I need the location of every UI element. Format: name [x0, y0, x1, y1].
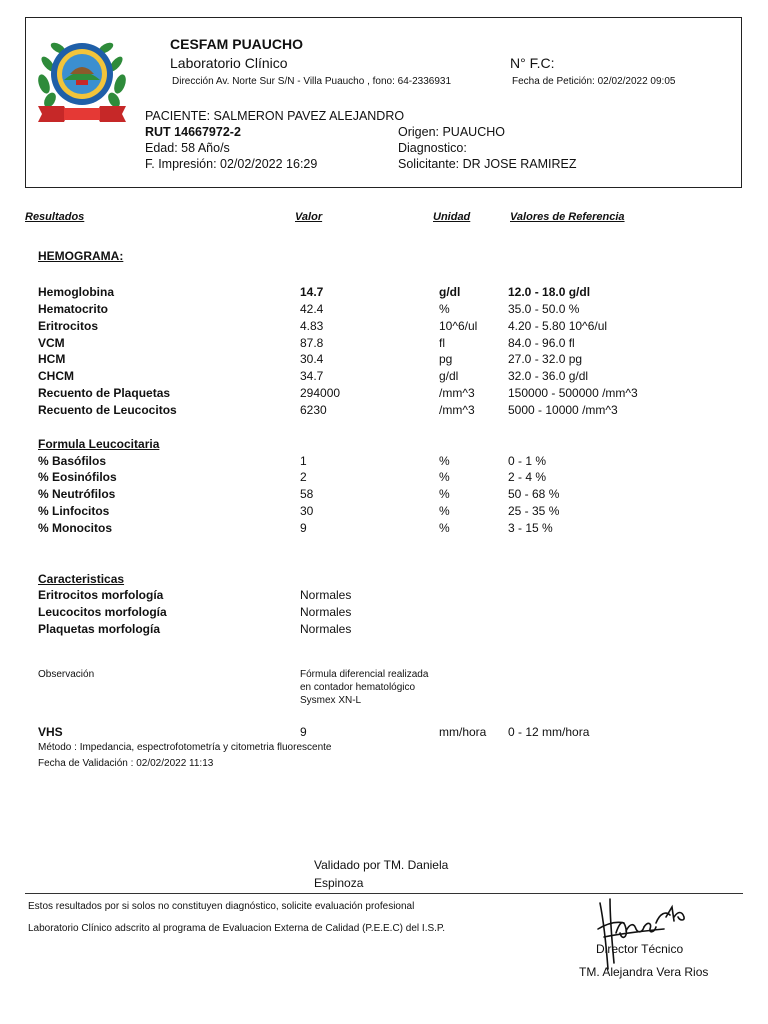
- result-unit: %: [439, 302, 450, 316]
- result-unit: /mm^3: [439, 386, 475, 400]
- result-unit: mm/hora: [439, 725, 487, 739]
- result-value: 2: [300, 470, 307, 484]
- department-name: Laboratorio Clínico: [170, 55, 288, 71]
- result-name: HCM: [38, 352, 66, 366]
- result-value: Normales: [300, 622, 352, 636]
- column-header-valor: Valor: [295, 211, 323, 223]
- result-name: CHCM: [38, 369, 74, 383]
- result-reference: 32.0 - 36.0 g/dl: [508, 369, 589, 383]
- origin: Origen: PUAUCHO: [398, 125, 505, 139]
- result-unit: 10^6/ul: [439, 319, 478, 333]
- result-reference: 25 - 35 %: [508, 504, 560, 518]
- observation-label: Observación: [38, 669, 95, 680]
- result-reference: 35.0 - 50.0 %: [508, 302, 580, 316]
- result-name: VHS: [38, 725, 63, 739]
- cesfam-seal-logo: [34, 34, 130, 124]
- result-name: % Basófilos: [38, 454, 107, 468]
- result-reference: 27.0 - 32.0 pg: [508, 352, 583, 366]
- validated-by-line2: Espinoza: [314, 876, 364, 890]
- patient-age: Edad: 58 Año/s: [145, 141, 230, 155]
- fc-number-label: N° F.C:: [510, 55, 555, 71]
- section-title-hemograma: HEMOGRAMA:: [38, 249, 124, 263]
- result-name: % Linfocitos: [38, 504, 110, 518]
- result-name: % Monocitos: [38, 521, 112, 535]
- section-title-formula: Formula Leucocitaria: [38, 437, 160, 451]
- observation-line: Fórmula diferencial realizada: [300, 669, 429, 680]
- result-value: 6230: [300, 403, 327, 417]
- result-unit: g/dl: [439, 285, 461, 299]
- result-unit: %: [439, 504, 450, 518]
- director-title: Director Técnico: [596, 942, 684, 956]
- result-reference: 84.0 - 96.0 fl: [508, 336, 575, 350]
- result-name: VCM: [38, 336, 65, 350]
- result-unit: %: [439, 487, 450, 501]
- patient-rut: RUT 14667972-2: [145, 125, 241, 139]
- director-name: TM. Alejandra Vera Rios: [579, 965, 709, 979]
- result-value: 58: [300, 487, 314, 501]
- result-value: 42.4: [300, 302, 324, 316]
- result-reference: 0 - 1 %: [508, 454, 547, 468]
- request-date: Fecha de Petición: 02/02/2022 09:05: [512, 76, 676, 87]
- result-unit: %: [439, 521, 450, 535]
- result-name: Leucocitos morfología: [38, 605, 167, 619]
- result-value: Normales: [300, 588, 352, 602]
- column-header-resultados: Resultados: [25, 211, 85, 223]
- result-value: 14.7: [300, 285, 324, 299]
- validation-date: Fecha de Validación : 02/02/2022 11:13: [38, 758, 214, 769]
- result-unit: g/dl: [439, 369, 459, 383]
- requesting-doctor: Solicitante: DR JOSE RAMIREZ: [398, 157, 577, 171]
- address-line: Dirección Av. Norte Sur S/N - Villa Puaucho , fono: 64-2336931: [172, 76, 452, 87]
- result-reference: 4.20 - 5.80 10^6/ul: [508, 319, 608, 333]
- column-header-referencia: Valores de Referencia: [510, 211, 625, 223]
- disclaimer-text: Estos resultados por si solos no constituyen diagnóstico, solicite evaluación profesional: [28, 901, 415, 912]
- result-value: 34.7: [300, 369, 324, 383]
- result-unit: fl: [439, 336, 445, 350]
- result-value: 9: [300, 725, 307, 739]
- observation-line: Sysmex XN-L: [300, 695, 362, 706]
- result-reference: 5000 - 10000 /mm^3: [508, 403, 618, 417]
- patient-name: PACIENTE: SALMERON PAVEZ ALEJANDRO: [145, 109, 405, 123]
- observation-line: en contador hematológico: [300, 682, 416, 693]
- result-reference: 0 - 12 mm/hora: [508, 725, 590, 739]
- result-unit: pg: [439, 352, 453, 366]
- result-reference: 2 - 4 %: [508, 470, 547, 484]
- validated-by-line1: Validado por TM. Daniela: [314, 858, 449, 872]
- result-name: Eritrocitos morfología: [38, 588, 164, 602]
- result-value: 30.4: [300, 352, 324, 366]
- section-title-caracteristicas: Caracteristicas: [38, 572, 125, 586]
- result-value: 4.83: [300, 319, 324, 333]
- result-value: 9: [300, 521, 307, 535]
- result-unit: %: [439, 470, 450, 484]
- result-name: % Neutrófilos: [38, 487, 116, 501]
- report-header: [25, 17, 742, 188]
- result-reference: 150000 - 500000 /mm^3: [508, 386, 638, 400]
- result-value: 87.8: [300, 336, 324, 350]
- result-name: % Eosinófilos: [38, 470, 117, 484]
- result-value: 30: [300, 504, 314, 518]
- result-value: Normales: [300, 605, 352, 619]
- result-unit: /mm^3: [439, 403, 475, 417]
- result-name: Recuento de Leucocitos: [38, 403, 177, 417]
- result-reference: 50 - 68 %: [508, 487, 560, 501]
- result-value: 294000: [300, 386, 341, 400]
- institution-name: CESFAM PUAUCHO: [170, 36, 304, 52]
- result-name: Eritrocitos: [38, 319, 99, 333]
- result-value: 1: [300, 454, 307, 468]
- diagnosis: Diagnostico:: [398, 141, 467, 155]
- result-name: Hemoglobina: [38, 285, 115, 299]
- result-name: Recuento de Plaquetas: [38, 386, 171, 400]
- result-name: Plaquetas morfología: [38, 622, 161, 636]
- column-header-unidad: Unidad: [433, 211, 471, 223]
- signature-icon: [594, 893, 694, 975]
- result-reference: 3 - 15 %: [508, 521, 553, 535]
- result-reference: 12.0 - 18.0 g/dl: [508, 285, 591, 299]
- result-unit: %: [439, 454, 450, 468]
- print-date: F. Impresión: 02/02/2022 16:29: [145, 157, 318, 171]
- result-name: Hematocrito: [38, 302, 109, 316]
- method-note: Método : Impedancia, espectrofotometría y citometria fluorescente: [38, 742, 332, 753]
- quality-program-text: Laboratorio Clínico adscrito al programa de Evaluacion Externa de Calidad (P.E.E.C) del I.S.P.: [28, 923, 446, 934]
